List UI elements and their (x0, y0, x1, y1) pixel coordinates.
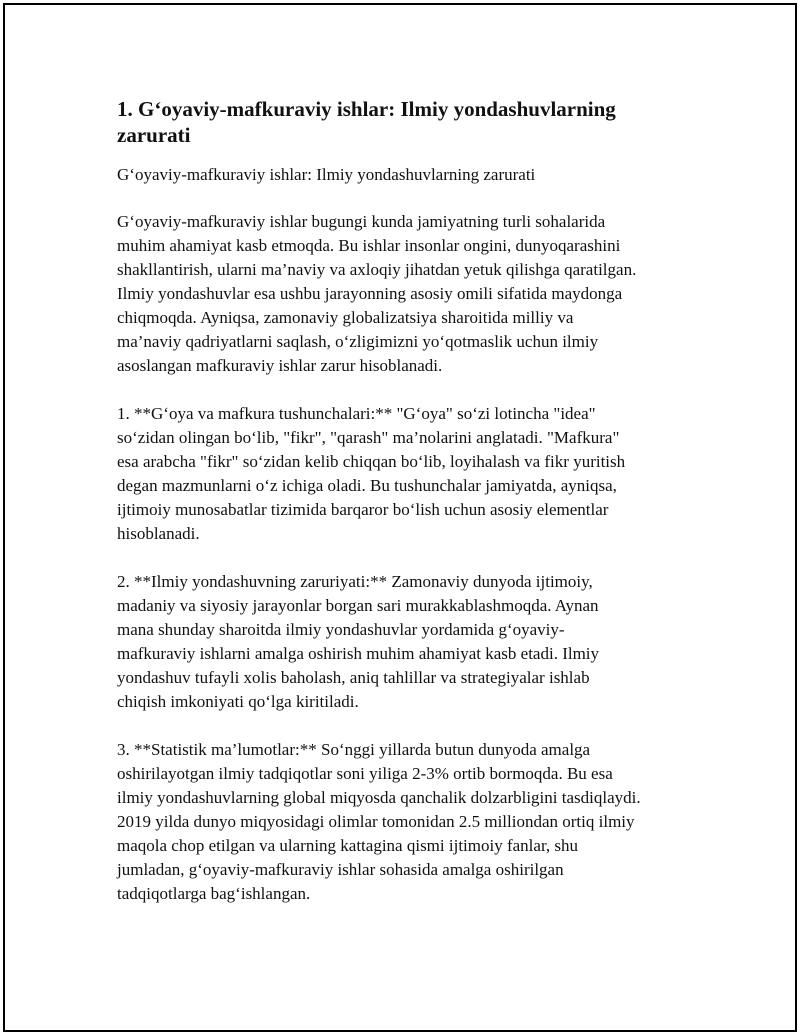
text-line: mafkuraviy ishlarni amalga oshirish muhim ahamiyat kasb etadi. Ilmiy (117, 644, 600, 663)
section-3-paragraph (117, 738, 717, 906)
intro-paragraph (117, 210, 717, 378)
text-line: yondashuv tufayli xolis baholash, aniq tahlillar va strategiyalar ishlab (117, 668, 590, 687)
text-line: chiqmoqda. Ayniqsa, zamonaviy globalizatsiya sharoitida milliy va (117, 308, 574, 327)
text-line: mana shunday sharoitda ilmiy yondashuvlar yordamida g‘oyaviy- (117, 620, 565, 639)
text-line: jumladan, g‘oyaviy-mafkuraviy ishlar sohasida amalga oshirilgan (117, 860, 564, 879)
text-line: Ilmiy yondashuvlar esa ushbu jarayonning asosiy omili sifatida maydonga (117, 284, 623, 303)
text-line: esa arabcha "fikr" so‘zidan kelib chiqqan bo‘lib, loyihalash va fikr yuritish (117, 452, 626, 471)
section-1-paragraph (117, 402, 717, 546)
text-line: G‘oyaviy-mafkuraviy ishlar bugungi kunda jamiyatning turli sohalarida (117, 212, 606, 231)
text-line: shakllantirish, ularni ma’naviy va axloqiy jihatdan yetuk qilishga qaratilgan. (117, 260, 637, 279)
section-2-paragraph (117, 570, 717, 714)
text-line: ijtimoiy munosabatlar tizimida barqaror bo‘lish uchun asosiy elementlar (117, 500, 609, 519)
document-subtitle: G‘oyaviy-mafkuraviy ishlar: Ilmiy yondashuvlarning zarurati (117, 165, 536, 184)
text-line: ilmiy yondashuvlarning global miqyosda qanchalik dolzarbligini tasdiqlaydi. (117, 788, 641, 807)
text-line: 1. **G‘oya va mafkura tushunchalari:** "G‘oya" so‘zi lotincha "idea" (117, 404, 596, 423)
text-line: oshirilayotgan ilmiy tadqiqotlar soni yiliga 2-3% ortib bormoqda. Bu esa (117, 764, 613, 783)
heading-line: zarurati (117, 123, 191, 147)
heading-line: 1. G‘oyaviy-mafkuraviy ishlar: Ilmiy yondashuvlarning (117, 97, 616, 121)
text-line: so‘zidan olingan bo‘lib, "fikr", "qarash" ma’nolarini anglatadi. "Mafkura" (117, 428, 620, 447)
document-heading (117, 96, 677, 148)
text-line: 3. **Statistik ma’lumotlar:** So‘nggi yillarda butun dunyoda amalga (117, 740, 591, 759)
text-line: madaniy va siyosiy jarayonlar borgan sari murakkablashmoqda. Aynan (117, 596, 599, 615)
text-line: maqola chop etilgan va ularning kattagina qismi ijtimoiy fanlar, shu (117, 836, 579, 855)
text-line: degan mazmunlarni o‘z ichiga oladi. Bu tushunchalar jamiyatda, ayniqsa, (117, 476, 617, 495)
text-line: hisoblanadi. (117, 524, 200, 543)
document-body (117, 96, 717, 906)
text-line: 2. **Ilmiy yondashuvning zaruriyati:** Zamonaviy dunyoda ijtimoiy, (117, 572, 593, 591)
text-line: tadqiqotlarga bag‘ishlangan. (117, 884, 311, 903)
text-line: 2019 yilda dunyo miqyosidagi olimlar tomonidan 2.5 milliondan ortiq ilmiy (117, 812, 635, 831)
text-line: chiqish imkoniyati qo‘lga kiritiladi. (117, 692, 359, 711)
text-line: muhim ahamiyat kasb etmoqda. Bu ishlar insonlar ongini, dunyoqarashini (117, 236, 621, 255)
text-line: ma’naviy qadriyatlarni saqlash, o‘zligimizni yo‘qotmaslik uchun ilmiy (117, 332, 599, 351)
text-line: asoslangan mafkuraviy ishlar zarur hisoblanadi. (117, 356, 443, 375)
